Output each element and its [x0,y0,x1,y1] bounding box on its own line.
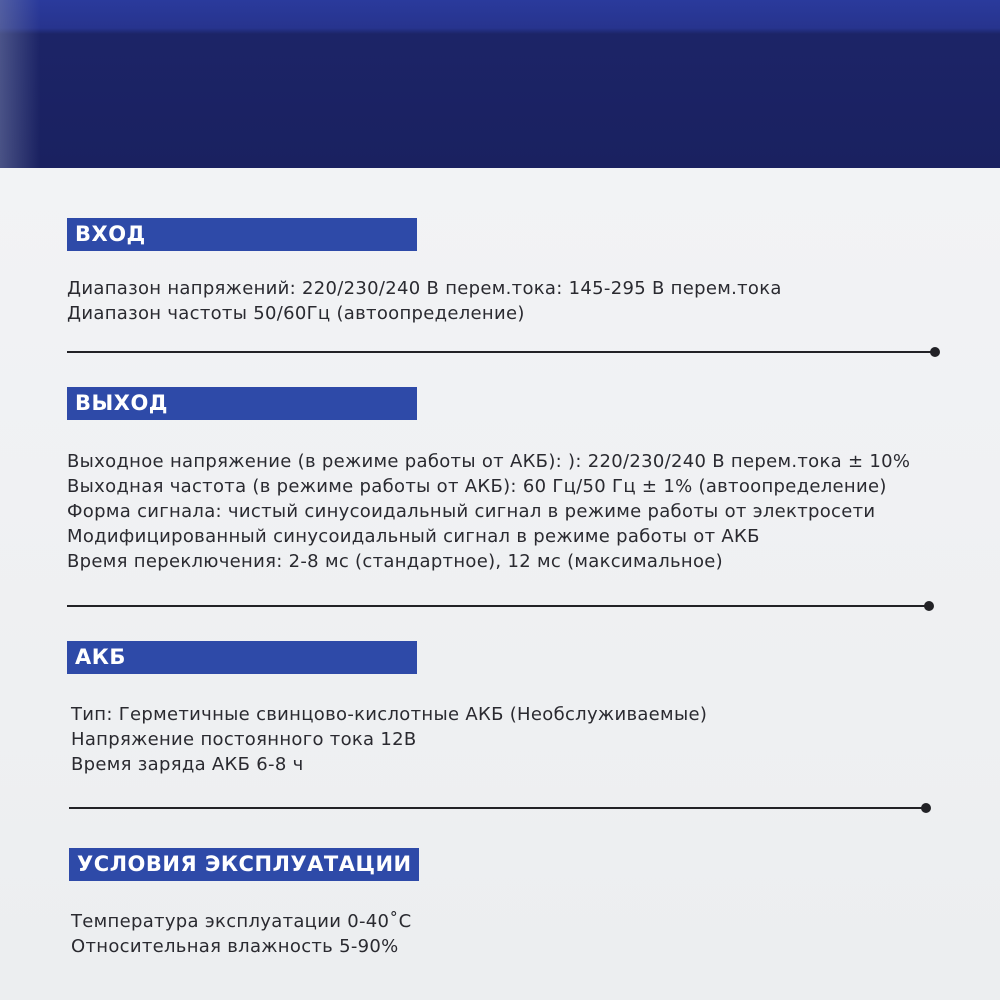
section-header-battery: АКБ [67,641,417,674]
section-battery-body [71,702,707,777]
spec-line: Диапазон частоты 50/60Гц (автоопределение) [67,303,525,324]
spec-line: Форма сигнала: чистый синусоидальный сигнал в режиме работы от электросети [67,501,876,522]
divider-dot [930,347,940,357]
spec-line: Выходная частота (в режиме работы от АКБ): 60 Гц/50 Гц ± 1% (автоопределение) [67,476,887,497]
section-input-body [67,276,782,326]
section-header-input: ВХОД [67,218,417,251]
top-color-band [0,0,1000,168]
section-output-body [67,449,910,574]
section-divider [67,605,929,607]
section-header-output: ВЫХОД [67,387,417,420]
spec-line: Время заряда АКБ 6-8 ч [71,754,304,775]
section-divider [67,351,935,353]
spec-line: Температура эксплуатации 0-40˚С [71,911,412,932]
spec-line: Напряжение постоянного тока 12В [71,729,417,750]
spec-line: Выходное напряжение (в режиме работы от АКБ): ): 220/230/240 В перем.тока ± 10% [67,451,911,472]
spec-line: Относительная влажность 5-90% [71,936,399,957]
spec-line: Тип: Герметичные свинцово-кислотные АКБ (Необслуживаемые) [71,704,708,725]
spec-line: Диапазон напряжений: 220/230/240 В перем.тока: 145-295 В перем.тока [67,278,782,299]
section-header-operating-conditions: УСЛОВИЯ ЭКСПЛУАТАЦИИ [69,848,419,881]
section-conditions-body [71,909,411,959]
divider-dot [924,601,934,611]
divider-dot [921,803,931,813]
spec-line: Модифицированный синусоидальный сигнал в режиме работы от АКБ [67,526,760,547]
spec-line: Время переключения: 2-8 мс (стандартное), 12 мс (максимальное) [67,551,723,572]
section-divider [69,807,926,809]
